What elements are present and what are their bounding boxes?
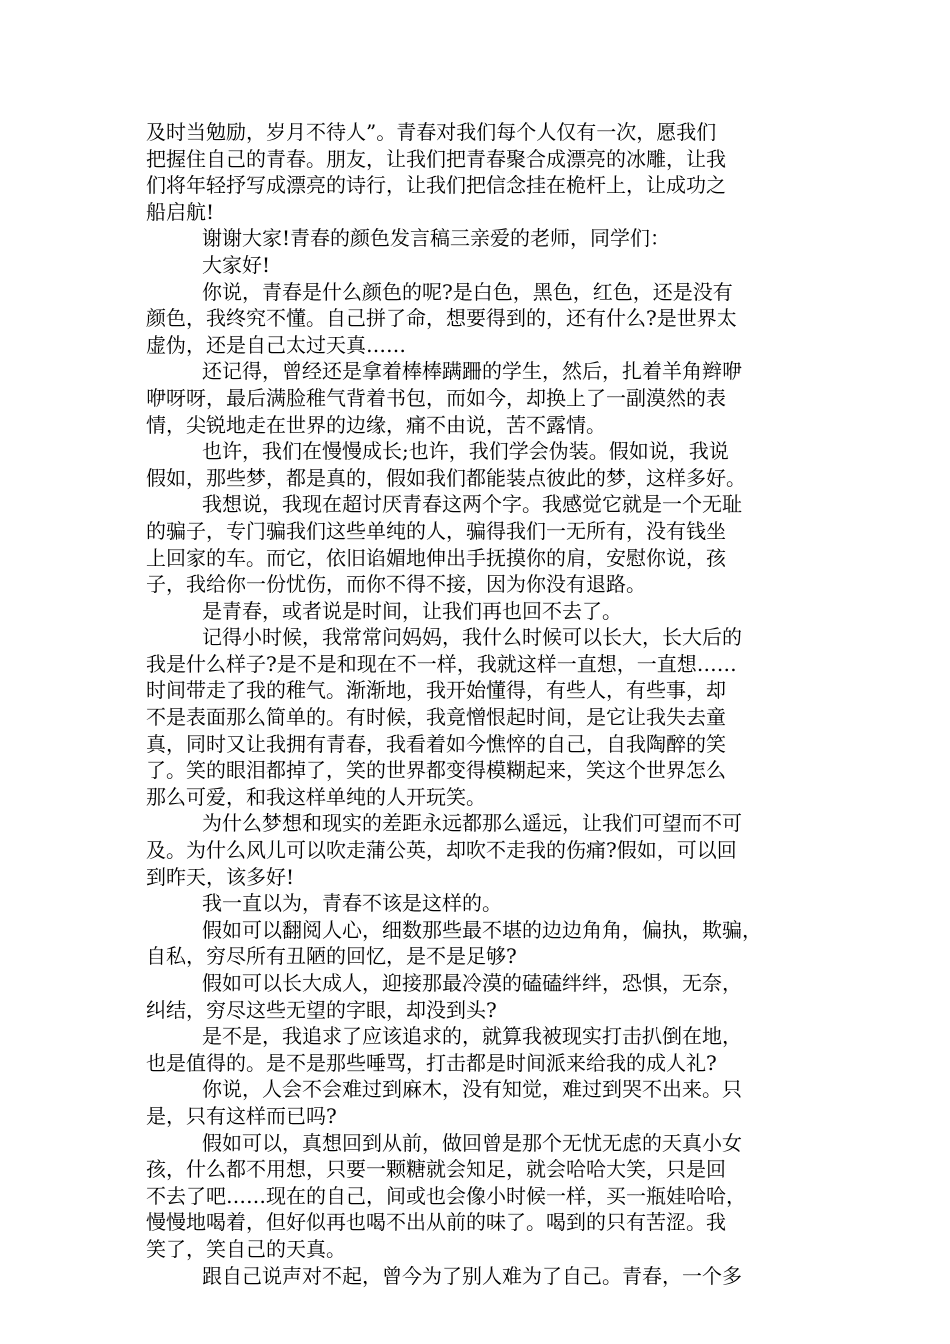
text-line: 记得小时候，我常常问妈妈，我什么时候可以长大，长大后的	[202, 625, 742, 650]
text-line: 虚伪，还是自己太过天真……	[146, 332, 406, 357]
text-line: 自私，穷尽所有丑陋的回忆，是不是足够?	[146, 944, 517, 969]
text-line: 颜色，我终究不懂。自己拼了命，想要得到的，还有什么?是世界太	[146, 306, 737, 331]
body-text	[146, 119, 811, 1289]
text-line: 到昨天，该多好!	[146, 864, 295, 889]
text-line: 咿呀呀，最后满脸稚气背着书包，而如今，却换上了一副漠然的表	[146, 385, 726, 410]
text-line: 也是值得的。是不是那些唾骂，打击都是时间派来给我的成人礼?	[146, 1050, 717, 1075]
text-line: 不是表面那么简单的。有时候，我竟憎恨起时间，是它让我失去童	[146, 705, 726, 730]
text-line: 是不是，我追求了应该追求的，就算我被现实打击扒倒在地，	[202, 1024, 742, 1049]
text-line: 的骗子，专门骗我们这些单纯的人，骗得我们一无所有，没有钱坐	[146, 518, 726, 543]
text-line: 假如，那些梦，都是真的，假如我们都能装点彼此的梦，这样多好。	[146, 465, 746, 490]
text-line: 及时当勉励，岁月不待人”。青春对我们每个人仅有一次，愿我们	[146, 120, 717, 144]
text-line: 你说，人会不会难过到麻木，没有知觉，难过到哭不出来。只	[202, 1077, 742, 1102]
text-line: 时间带走了我的稚气。渐渐地，我开始懂得，有些人，有些事，却	[146, 678, 726, 703]
text-line: 假如可以，真想回到从前，做回曾是那个无忧无虑的天真小女	[202, 1130, 742, 1155]
text-line: 假如可以翻阅人心，细数那些最不堪的边边角角，偏执，欺骗，	[202, 917, 762, 942]
text-line: 我是什么样子?是不是和现在不一样，我就这样一直想，一直想……	[146, 651, 737, 676]
text-line: 上回家的车。而它，依旧谄媚地伸出手抚摸你的肩，安慰你说，孩	[146, 545, 726, 570]
text-line: 我想说，我现在超讨厌青春这两个字。我感觉它就是一个无耻	[202, 492, 742, 517]
text-line: 跟自己说声对不起，曾今为了别人难为了自己。青春，一个多	[202, 1263, 742, 1288]
text-line: 把握住自己的青春。朋友，让我们把青春聚合成漂亮的冰雕，让我	[146, 146, 726, 171]
text-line: 船启航!	[146, 199, 215, 224]
text-line: 也许，我们在慢慢成长;也许，我们学会伪装。假如说，我说	[202, 439, 729, 464]
text-line: 你说，青春是什么颜色的呢?是白色，黑色，红色，还是没有	[202, 279, 733, 304]
text-line: 是青春，或者说是时间，让我们再也回不去了。	[202, 598, 622, 623]
text-line: 我一直以为，青春不该是这样的。	[202, 891, 502, 916]
text-line: 为什么梦想和现实的差距永远都那么遥远，让我们可望而不可	[202, 811, 742, 836]
text-line: 假如可以长大成人，迎接那最冷漠的磕磕绊绊，恐惧，无奈，	[202, 971, 742, 995]
text-line: 真，同时又让我拥有青春，我看着如今憔悴的自己，自我陶醉的笑	[146, 731, 726, 756]
text-line: 不去了吧……现在的自己，间或也会像小时候一样，买一瓶娃哈哈，	[146, 1183, 746, 1208]
text-line: 孩，什么都不用想，只要一颗糖就会知足，就会哈哈大笑，只是回	[146, 1157, 726, 1182]
text-line: 情，尖锐地走在世界的边缘，痛不由说，苦不露情。	[146, 412, 606, 437]
text-line: 大家好!	[202, 252, 271, 277]
text-line: 谢谢大家!青春的颜色发言稿三亲爱的老师，同学们：	[202, 226, 671, 251]
text-line: 还记得，曾经还是拿着棒棒蹒跚的学生，然后，扎着羊角辫咿	[202, 359, 742, 384]
text-line: 们将年轻抒写成漂亮的诗行，让我们把信念挂在桅杆上，让成功之	[146, 173, 726, 198]
text-line: 子，我给你一份忧伤，而你不得不接，因为你没有退路。	[146, 572, 646, 597]
text-line: 笑了，笑自己的天真。	[146, 1236, 346, 1261]
text-line: 及。为什么风儿可以吹走蒲公英，却吹不走我的伤痛?假如，可以回	[146, 838, 737, 863]
text-line: 纠结，穷尽这些无望的字眼，却没到头?	[146, 997, 497, 1022]
text-line: 那么可爱，和我这样单纯的人开玩笑。	[146, 784, 486, 809]
text-line: 慢慢地喝着，但好似再也喝不出从前的味了。喝到的只有苦涩。我	[146, 1210, 726, 1235]
text-line: 是，只有这样而已吗?	[146, 1103, 337, 1128]
text-line: 了。笑的眼泪都掉了，笑的世界都变得模糊起来，笑这个世界怎么	[146, 758, 726, 783]
